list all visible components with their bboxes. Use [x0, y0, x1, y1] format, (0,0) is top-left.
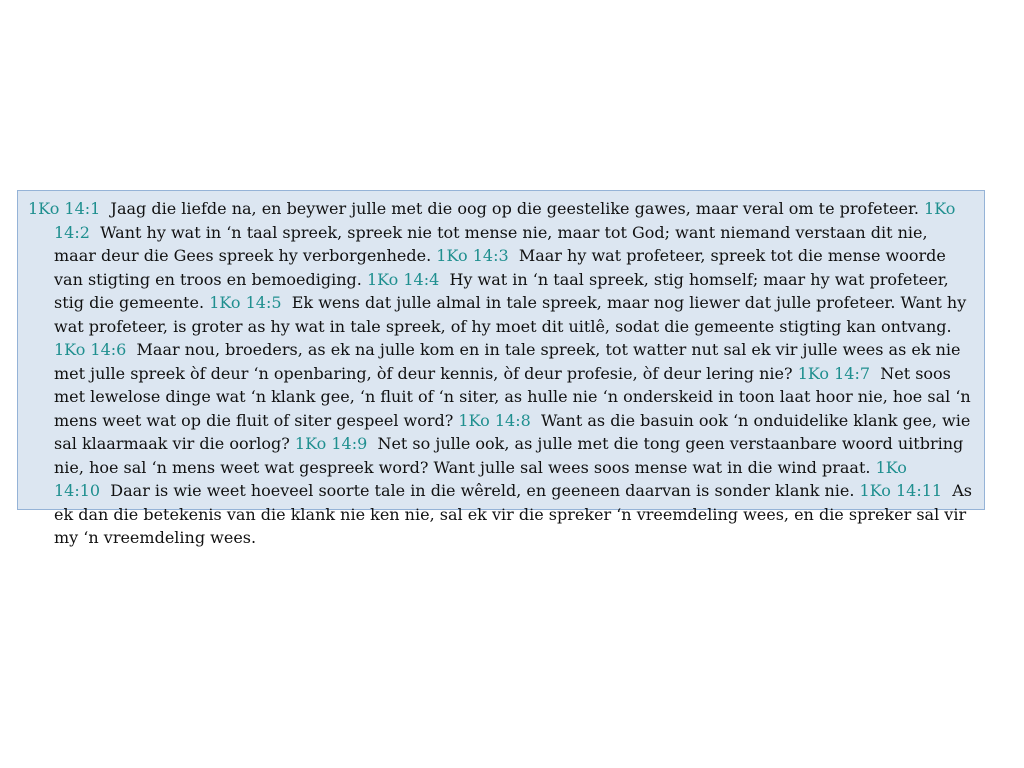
verse-reference-link[interactable]: 1Ko 14:11 [859, 481, 943, 500]
scripture-passage-box [17, 190, 985, 547]
verse-text: As ek dan die betekenis van die klank nie ken nie, sal ek vir die spreker ‘n vreemdeling wees, en die spreker sal vir my ‘n vreemdeling wees. [54, 481, 973, 547]
verse-text: Ek wens dat julle almal in tale spreek, maar nog liewer dat julle profeteer. Want hy wat profeteer, is groter as hy wat in tale spreek, of hy moet dit uitlê, sodat die gemeente stigting kan ontvang. [54, 293, 967, 336]
verse-text: Daar is wie weet hoeveel soorte tale in die wêreld, en geeneen daarvan is sonder klank nie. [110, 481, 855, 500]
verse-reference-link[interactable]: 1Ko 14:1 [28, 199, 101, 218]
verse-reference-link[interactable]: 1Ko 14:7 [797, 363, 871, 383]
verse-reference-link[interactable]: 1Ko 14:10 [54, 457, 907, 500]
verse-reference-link[interactable]: 1Ko 14:5 [209, 293, 282, 312]
verse-reference-link[interactable]: 1Ko 14:6 [54, 340, 127, 359]
verse-reference-link[interactable]: 1Ko 14:2 [54, 199, 956, 242]
verse-reference-link[interactable]: 1Ko 14:3 [436, 246, 509, 265]
verse-text: Want as die basuin ook ‘n onduidelike klank gee, wie sal klaarmaak vir die oorlog? [54, 410, 971, 453]
verse-text: Net soos met lewelose dinge wat ‘n klank gee, ‘n fluit of ‘n siter, as hulle nie ‘n onderskeid in toon laat hoor nie, hoe sal ‘n mens weet wat op die fluit of siter gespeel word? [54, 363, 971, 430]
verse-reference-link[interactable]: 1Ko 14:8 [458, 410, 531, 430]
verse-text: Maar nou, broeders, as ek na julle kom en in tale spreek, tot watter nut sal ek vir julle wees as ek nie met julle spreek òf deur ‘n openbaring, òf deur kennis, òf deur profesie, òf deur lering nie? [54, 340, 961, 383]
verse-text: Jaag die liefde na, en beywer julle met die oog op die geestelike gawes, maar veral om te profeteer. [110, 199, 919, 218]
verse-text: Hy wat in ‘n taal spreek, stig homself; maar hy wat profeteer, stig die gemeente. [54, 269, 949, 312]
verse-reference-link[interactable]: 1Ko 14:4 [366, 269, 440, 289]
verse-text: Net so julle ook, as julle met die tong geen verstaanbare woord uitbring nie, hoe sal ‘n mens weet wat gespreek word? Want julle sal wees soos mense wat in die wind praat. [54, 434, 964, 477]
verse-text: Want hy wat in ‘n taal spreek, spreek nie tot mense nie, maar tot God; want niemand verstaan dit nie, maar deur die Gees spreek hy verborgenhede. [54, 222, 928, 265]
verse-text: Maar hy wat profeteer, spreek tot die mense woorde van stigting en troos en bemoediging. [54, 246, 946, 289]
verse-reference-link[interactable]: 1Ko 14:9 [294, 434, 368, 453]
